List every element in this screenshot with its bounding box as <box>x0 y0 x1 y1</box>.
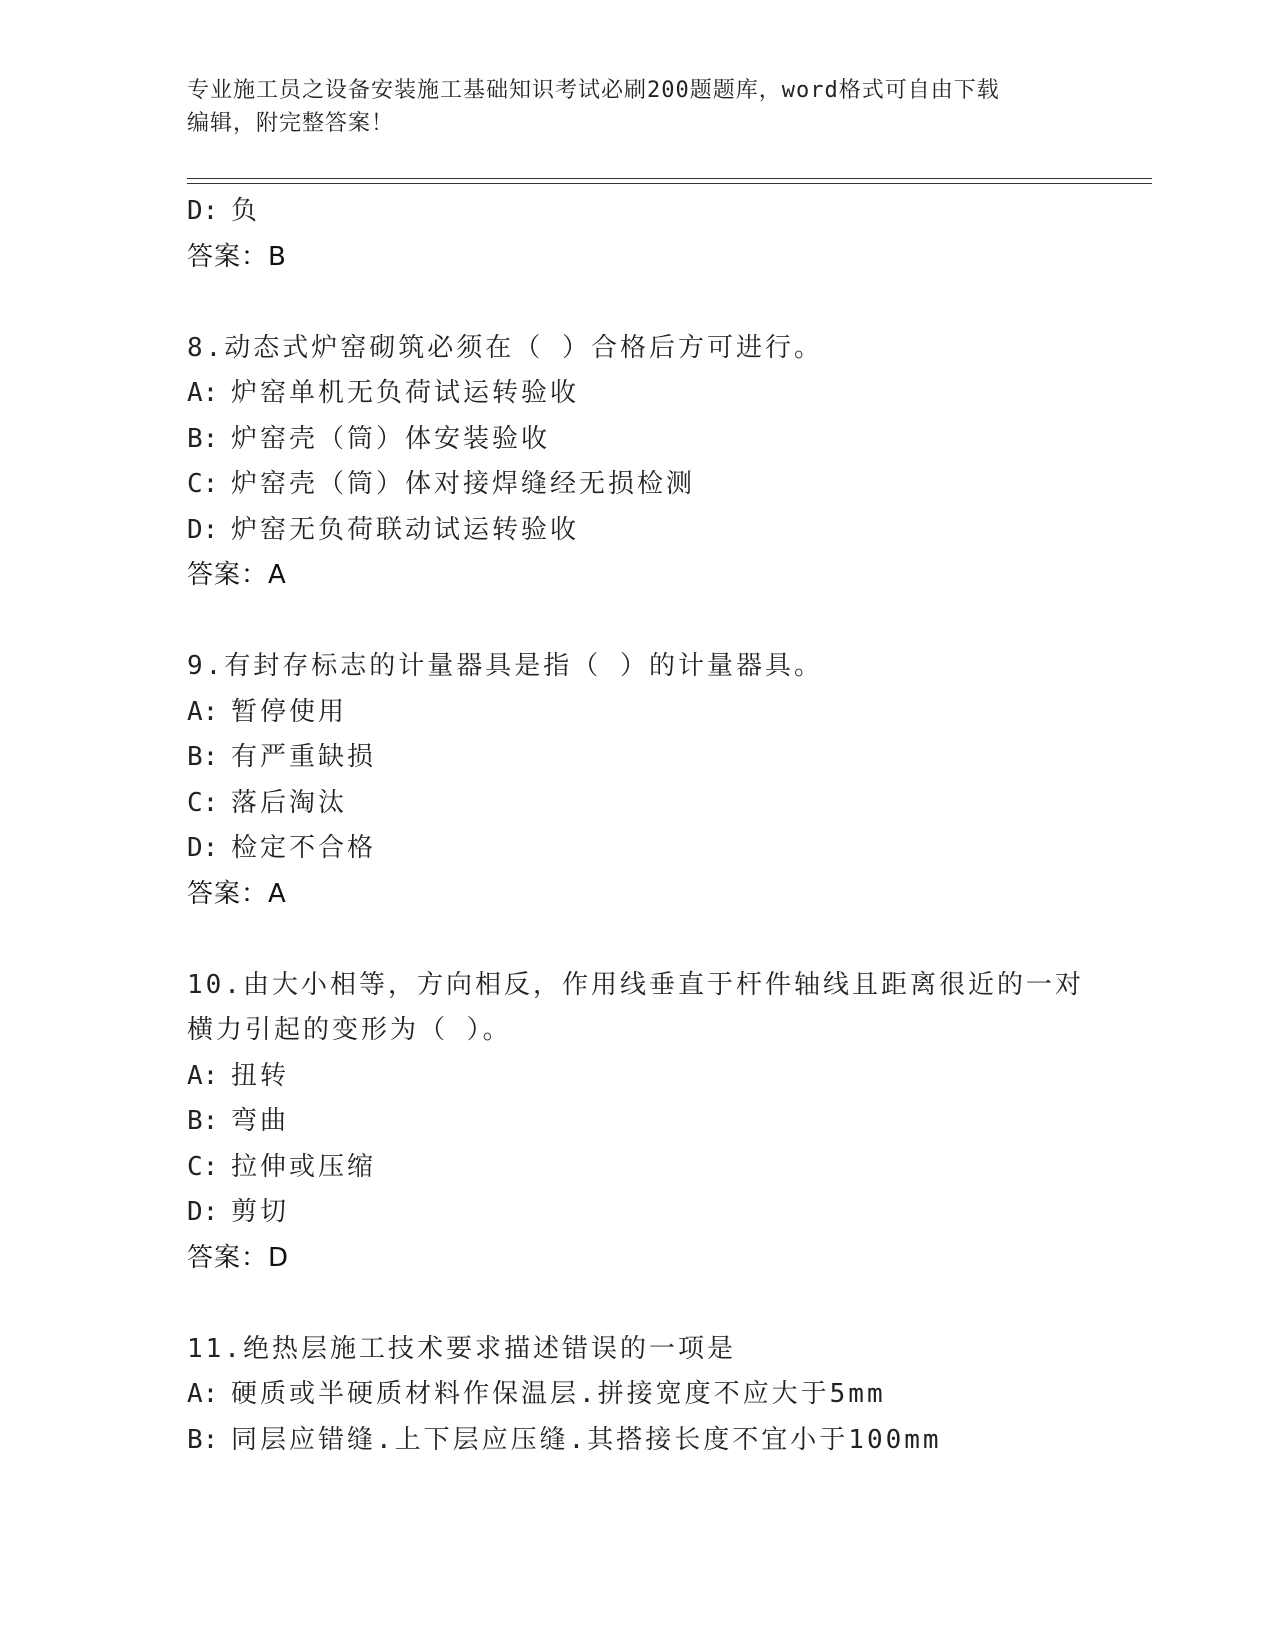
option-text: 暂停使用 <box>231 696 348 727</box>
option-text: 同层应错缝.上下层应压缝.其搭接长度不宜小于100mm <box>231 1424 942 1455</box>
header-divider-top <box>187 178 1152 179</box>
question-8-stem: 8.动态式炉窑砌筑必须在（ ）合格后方可进行。 <box>187 332 823 363</box>
question-9-option-c <box>187 781 1147 827</box>
header-divider-bottom <box>187 183 1152 184</box>
spacer <box>187 1281 1147 1327</box>
question-7-answer: 答案：B <box>187 241 287 272</box>
option-label: A: <box>187 378 219 408</box>
option-text: 炉窑壳（筒）体安装验收 <box>231 423 551 454</box>
question-11-stem: 11.绝热层施工技术要求描述错误的一项是 <box>187 1333 736 1364</box>
spacer <box>187 280 1147 326</box>
option-text: 炉窑无负荷联动试运转验收 <box>231 514 580 545</box>
option-label: C: <box>187 787 219 818</box>
question-9-option-b <box>187 735 1147 781</box>
option-text: 炉窑壳（筒）体对接焊缝经无损检测 <box>231 469 696 499</box>
option-text: 检定不合格 <box>231 833 377 863</box>
question-9-option-d <box>187 826 1147 872</box>
option-label: D: <box>187 833 219 863</box>
question-8-option-a <box>187 371 1147 417</box>
option-label: A: <box>187 1379 219 1409</box>
question-8-option-c <box>187 462 1147 508</box>
question-9-stem: 9.有封存标志的计量器具是指（ ）的计量器具。 <box>187 651 823 681</box>
option-text: 硬质或半硬质材料作保温层.拼接宽度不应大于5mm <box>231 1379 886 1409</box>
header-title-line-1: 专业施工员之设备安装施工基础知识考试必刷200题题库，word格式可自由下载 <box>187 78 1000 103</box>
spacer <box>187 917 1147 963</box>
question-10-option-c <box>187 1145 1147 1191</box>
question-8-answer: 答案：A <box>187 560 287 590</box>
question-10-stem-line-1: 10.由大小相等，方向相反，作用线垂直于杆件轴线且距离很近的一对 <box>187 969 1084 1000</box>
question-8-option-d <box>187 508 1147 554</box>
option-text: 拉伸或压缩 <box>231 1151 377 1182</box>
question-10-option-d <box>187 1190 1147 1236</box>
option-label: D: <box>187 196 219 226</box>
option-label: A: <box>187 696 219 727</box>
option-text: 弯曲 <box>231 1106 290 1136</box>
question-7-option-d <box>187 189 1147 235</box>
option-label: B: <box>187 1106 219 1136</box>
option-label: B: <box>187 1424 219 1455</box>
option-label: C: <box>187 1151 219 1182</box>
question-list <box>187 189 1147 1463</box>
question-9-answer: 答案：A <box>187 878 287 909</box>
question-10-option-b <box>187 1099 1147 1145</box>
question-10-stem-line-2: 横力引起的变形为（ ）。 <box>187 1015 512 1045</box>
question-10-option-a <box>187 1054 1147 1100</box>
option-text: 扭转 <box>231 1060 290 1091</box>
option-text: 剪切 <box>231 1197 290 1227</box>
option-text: 有严重缺损 <box>231 742 377 772</box>
option-label: B: <box>187 742 219 772</box>
option-label: B: <box>187 423 219 454</box>
question-10-answer: 答案：D <box>187 1242 290 1273</box>
option-label: C: <box>187 469 219 499</box>
question-11-option-b <box>187 1418 1147 1464</box>
question-8-option-b <box>187 417 1147 463</box>
question-9-option-a <box>187 690 1147 736</box>
header-title-line-2: 编辑，附完整答案！ <box>187 111 395 136</box>
option-label: D: <box>187 1197 219 1227</box>
option-text: 落后淘汰 <box>231 787 348 818</box>
question-11-option-a <box>187 1372 1147 1418</box>
option-text: 炉窑单机无负荷试运转验收 <box>231 378 580 408</box>
spacer <box>187 599 1147 645</box>
option-label: A: <box>187 1060 219 1091</box>
option-text: 负 <box>231 196 261 226</box>
option-label: D: <box>187 514 219 545</box>
document-header <box>187 74 1087 140</box>
